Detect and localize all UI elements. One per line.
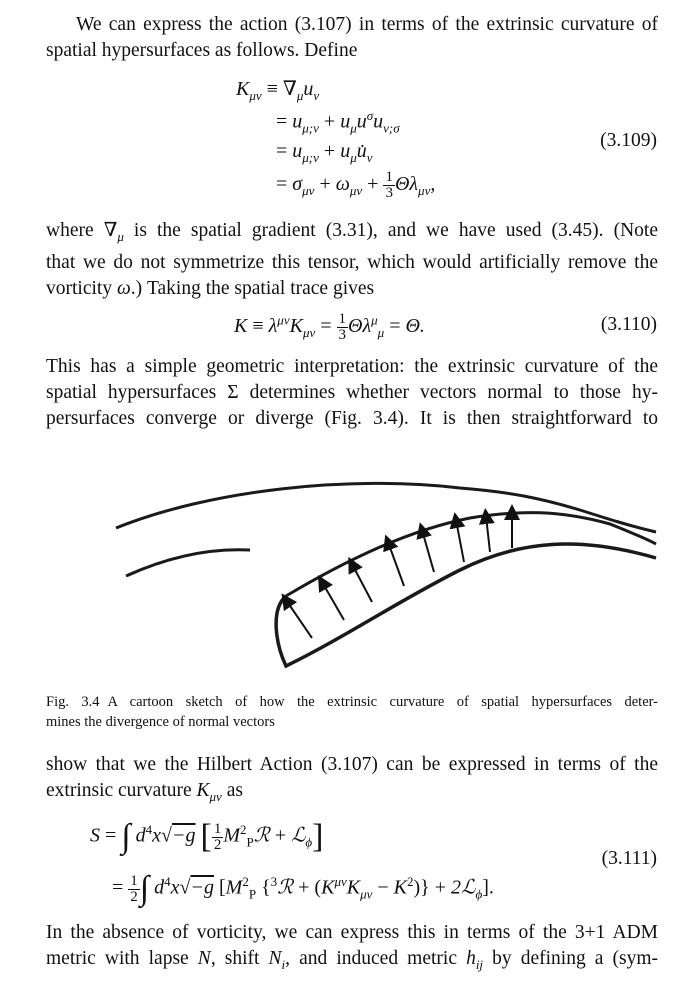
paragraph-spatial-gradient xyxy=(46,218,658,302)
caption-text: mines the divergence of normal vectors xyxy=(46,714,275,730)
text-line: spatial hypersurfaces as follows. Define xyxy=(46,40,358,61)
fraction: $\frac{1}{3}$ xyxy=(385,169,393,201)
upper-hypersurface xyxy=(116,483,656,532)
upper-hypersurface-front-edge xyxy=(286,513,656,596)
text-line: vorticity ω.) Taking the spatial trace gives xyxy=(46,277,375,299)
eq109-line1: $K_{\mu\nu} \equiv \nabla_\mu u_\nu$ xyxy=(236,78,320,103)
figure-caption xyxy=(46,692,658,732)
equation-number: (3.109) xyxy=(600,130,657,151)
text-line: persurfaces converge or diverge (Fig. 3.4). It is then straightforward to xyxy=(46,408,658,429)
eq111-line1: S = ∫ $d^4x√-g$ [ $\frac{1}{2}$ $M^2_Pℛ$ + ℒ$_\phi$] xyxy=(90,818,324,855)
lower-hypersurface xyxy=(126,550,250,576)
text-line: In the absence of vorticity, we can express this in terms of the 3+1 ADM xyxy=(46,922,658,943)
normal-vector-arrow xyxy=(388,542,404,586)
fraction: $\frac{1}{3}$ xyxy=(338,311,347,343)
text-line: We can express the action (3.107) in terms of the extrinsic curvature of xyxy=(76,14,658,35)
paragraph-hilbert-action xyxy=(46,752,658,810)
paragraph-adm-metric xyxy=(46,920,658,978)
text-line: spatial hypersurfaces Σ determines whether vectors normal to those hy- xyxy=(46,382,658,403)
eq109-line3: = $u_{\mu;\nu}$ + $u_\mu u̇_\nu$ xyxy=(276,140,373,165)
normal-vector-arrow xyxy=(352,564,372,602)
text-line: where $\nabla_\mu$ is the spatial gradient (3.31), and we have used (3.45). (Note xyxy=(46,220,658,244)
equation-number: (3.111) xyxy=(601,848,657,869)
normal-vector-arrow xyxy=(456,520,464,562)
normal-vector-arrow xyxy=(286,600,312,638)
figure-hypersurface-sketch xyxy=(100,470,660,680)
paragraph-intro xyxy=(46,12,658,64)
text-line: metric with lapse N, shift $N_i$, and induced metric $h_{ij}$ by defining a (sym- xyxy=(46,948,659,972)
normal-vector-arrow xyxy=(322,582,344,620)
eq109-line2: = $u_{\mu;\nu} + u_\mu u^\sigma u_{\nu;\sigma}$ xyxy=(276,108,400,136)
text-line: show that we the Hilbert Action (3.107) can be expressed in terms of the xyxy=(46,754,658,775)
text-line: that we do not symmetrize this tensor, which would artificially remove the xyxy=(46,251,658,273)
figure-label: Fig. 3.4 xyxy=(46,694,100,710)
eq111-line2: = $\frac{1}{2}$ ∫ $d^4x√-g$ [$M^2_P$ {$^3$ℛ + $(K^{\mu\nu}K_{\mu\nu} - K^2)$} + 2ℒ$_\phi$]. xyxy=(112,870,494,907)
normal-vector-arrow xyxy=(486,516,490,552)
text-line: This has a simple geometric interpretation: the extrinsic curvature of the xyxy=(46,356,658,377)
normal-vector-arrow xyxy=(422,530,434,572)
text-line: extrinsic curvature $K_{\mu\nu}$ as xyxy=(46,780,243,804)
normal-vectors xyxy=(286,512,512,638)
eq110-body: $K \equiv \lambda^{\mu\nu}K_{\mu\nu}$ = $\frac{1}{3}$ $\Theta\lambda^\mu_\mu = \Theta$. xyxy=(234,311,425,343)
caption-text: A cartoon sketch of how the extrinsic curvature of spatial hypersurfaces deter- xyxy=(107,694,659,710)
paragraph-geometric-interpretation xyxy=(46,354,658,432)
equation-number: (3.110) xyxy=(600,314,657,335)
eq109-line4: = $\sigma_{\mu\nu} + \omega_{\mu\nu}$ + $\frac{1}{3}$ $\Theta\lambda_{\mu\nu}$, xyxy=(276,169,436,201)
lower-hypersurface-edge xyxy=(276,544,656,666)
